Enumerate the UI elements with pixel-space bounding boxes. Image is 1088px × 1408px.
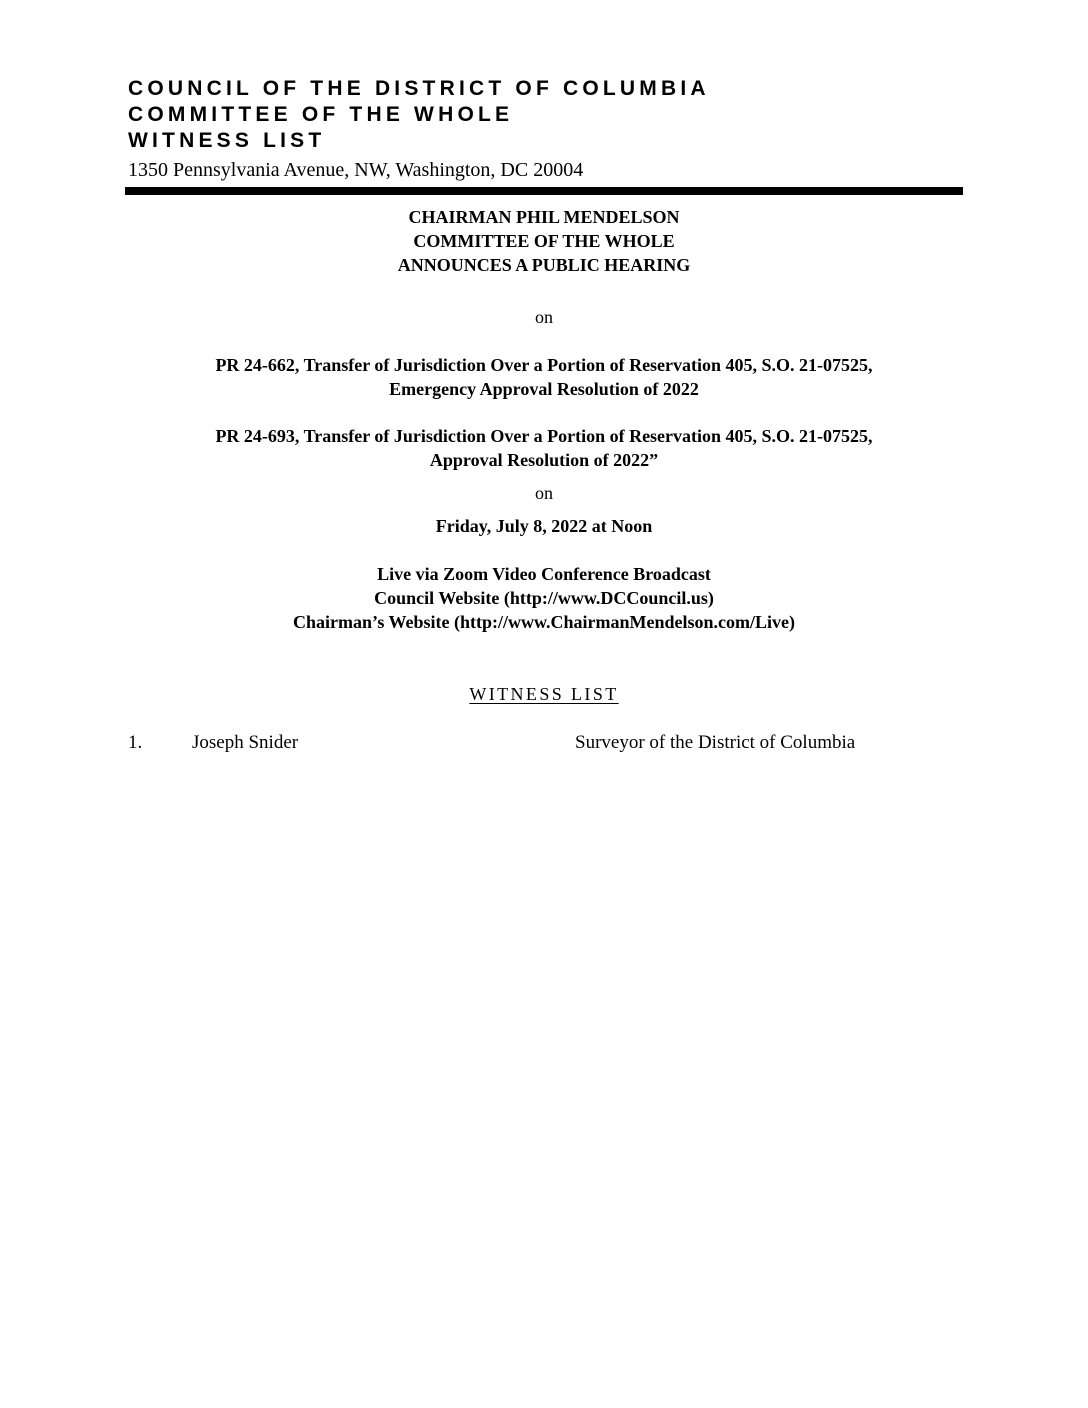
broadcast-chairman-website: Chairman’s Website (http://www.ChairmanMendelson.com/Live)	[293, 612, 795, 632]
letterhead-committee: COMMITTEE OF THE WHOLE	[128, 103, 514, 126]
on-label-1: on	[535, 307, 553, 327]
measure-1	[125, 353, 963, 401]
hearing-date: Friday, July 8, 2022 at Noon	[435, 516, 653, 536]
witness-number: 1.	[128, 732, 143, 753]
witness-list-heading	[125, 682, 963, 706]
witness-list-heading-text: WITNESS LIST	[469, 684, 619, 704]
broadcast-info	[125, 562, 963, 634]
announcement-committee: COMMITTEE OF THE WHOLE	[413, 231, 675, 251]
letterhead	[128, 76, 710, 183]
announcement-hearing: ANNOUNCES A PUBLIC HEARING	[397, 255, 691, 275]
header-rule	[125, 187, 963, 195]
announcement-chairman: CHAIRMAN PHIL MENDELSON	[408, 207, 680, 227]
letterhead-council: COUNCIL OF THE DISTRICT OF COLUMBIA	[128, 77, 710, 100]
letterhead-address: 1350 Pennsylvania Avenue, NW, Washington, DC 20004	[128, 159, 584, 181]
witness-row	[128, 731, 963, 757]
measure-1-line-1: PR 24-662, Transfer of Jurisdiction Over a Portion of Reservation 405, S.O. 21-07525,	[215, 355, 873, 375]
measure-2-line-1: PR 24-693, Transfer of Jurisdiction Over a Portion of Reservation 405, S.O. 21-07525,	[215, 426, 873, 446]
announcement	[125, 205, 963, 277]
broadcast-council-website: Council Website (http://www.DCCouncil.us)	[374, 588, 714, 608]
witness-name: Joseph Snider	[192, 732, 299, 753]
broadcast-zoom: Live via Zoom Video Conference Broadcast	[377, 564, 711, 584]
measure-2-line-2: Approval Resolution of 2022”	[429, 450, 659, 470]
measure-1-line-2: Emergency Approval Resolution of 2022	[389, 379, 699, 399]
on-label-2: on	[535, 483, 553, 503]
letterhead-doc-type: WITNESS LIST	[128, 129, 326, 152]
measure-2	[125, 424, 963, 472]
witness-title: Surveyor of the District of Columbia	[575, 732, 856, 753]
